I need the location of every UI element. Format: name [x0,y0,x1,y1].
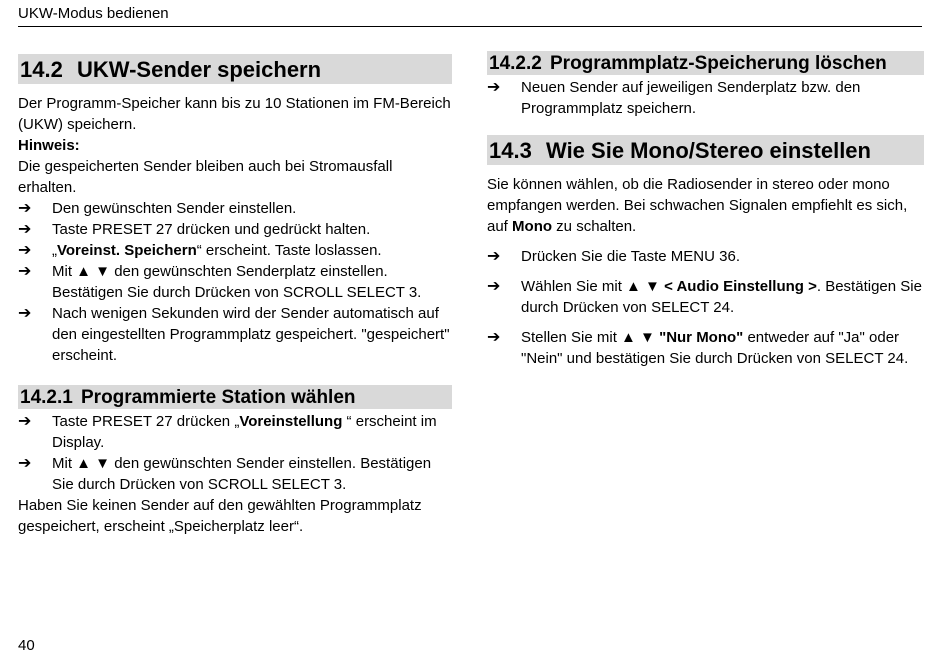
section-title: Programmierte Station wählen [81,387,356,408]
display-message: Voreinst. Speichern [57,242,197,259]
instruction-step [18,261,452,303]
menu-item-name: "Nur Mono" [659,329,744,346]
outro-paragraph: Haben Sie keinen Sender auf den gewählten Programmplatz gespeichert, erscheint „Speicherplatz leer“. [18,497,422,535]
step-text [521,327,924,369]
step-text [521,276,924,318]
intro-paragraph: Der Programm-Speicher kann bis zu 10 Stationen im FM-Bereich (UKW) speichern. [18,95,451,133]
step-text: Den gewünschten Sender einstellen. [52,200,297,217]
menu-item-name: < Audio Einstellung > [664,278,817,295]
step-text [52,240,452,261]
section-number: 14.2 [20,57,63,82]
instruction-step [18,453,452,495]
section-number: 14.2.1 [20,387,73,408]
step-text-rest: entweder auf "Ja" oder "Nein" und bestätigen Sie durch Drücken von SELECT 24. [521,329,909,367]
instruction-step [18,198,452,219]
intro-text-rest: zu schalten. [552,218,637,235]
step-text: Nach wenigen Sekunden wird der Sender automatisch auf den eingestellten Programmplatz gespeichert. "gespeichert" erscheint. [52,305,450,364]
arrow-right-icon: ➔ [18,455,32,472]
section-title: Wie Sie Mono/Stereo einstellen [546,138,871,163]
section-title: Programmplatz-Speicherung löschen [550,53,887,74]
note-label: Hinweis: [18,137,80,154]
instruction-step [18,303,452,366]
arrow-right-icon: ➔ [18,305,32,322]
arrow-right-icon: ➔ [18,413,32,430]
instruction-step [487,246,924,267]
step-text: Mit ▲ ▼ den gewünschten Sender einstellen. Bestätigen Sie durch Drücken von SCROLL SELECT 3. [52,455,432,493]
arrow-right-icon: ➔ [487,248,501,265]
note-text: Die gespeicherten Sender bleiben auch bei Stromausfall erhalten. [18,158,393,196]
section-heading-14-2-2 [487,51,924,75]
section-heading-14-2-1 [18,385,452,409]
section-number: 14.3 [489,138,532,163]
intro-emphasis: Mono [512,218,553,235]
step-text-rest: “ erscheint im Display. [52,413,437,451]
section-heading-14-2 [18,54,452,84]
arrow-right-icon: ➔ [487,278,501,295]
step-text: Neuen Sender auf jeweiligen Senderplatz bzw. den Programmplatz speichern. [521,79,861,117]
instruction-step [487,327,924,369]
instruction-step [487,276,924,318]
step-text: Mit ▲ ▼ den gewünschten Senderplatz einstellen. Bestätigen Sie durch Drücken von SCROLL SELECT 3. [52,263,422,301]
step-text-rest: . Bestätigen Sie durch Drücken von SELECT 24. [521,278,922,316]
instruction-step [18,411,452,453]
section-number: 14.2.2 [489,53,542,74]
step-text: Drücken Sie die Taste MENU 36. [521,248,740,265]
intro-text: Sie können wählen, ob die Radiosender in stereo oder mono empfangen werden. Bei schwachen Signalen empfiehlt es sich, auf [487,176,908,235]
step-text-start: Stellen Sie mit ▲ ▼ [521,329,660,346]
running-header [18,4,922,27]
step-text: Taste PRESET 27 drücken und gedrückt halten. [52,221,371,238]
instruction-step [487,77,924,119]
header-title: UKW-Modus bedienen [18,5,169,22]
step-text-rest: “ erscheint. Taste loslassen. [196,242,382,259]
step-text [52,411,452,453]
display-message: Voreinstellung [239,413,343,430]
right-column [487,51,924,378]
intro-paragraph [487,174,924,237]
arrow-right-icon: ➔ [18,263,32,280]
step-text-start: Taste PRESET 27 drücken „ [52,413,240,430]
quote-open: „ [52,242,57,259]
section-heading-14-3 [487,135,924,165]
instruction-step [18,219,452,240]
arrow-right-icon: ➔ [487,329,501,346]
step-text-start: Wählen Sie mit ▲ ▼ [521,278,665,295]
page-number: 40 [18,637,35,654]
arrow-right-icon: ➔ [487,79,501,96]
left-column [18,54,452,537]
arrow-right-icon: ➔ [18,221,32,238]
instruction-step [18,240,452,261]
arrow-right-icon: ➔ [18,242,32,259]
arrow-right-icon: ➔ [18,200,32,217]
section-title: UKW-Sender speichern [77,57,322,82]
